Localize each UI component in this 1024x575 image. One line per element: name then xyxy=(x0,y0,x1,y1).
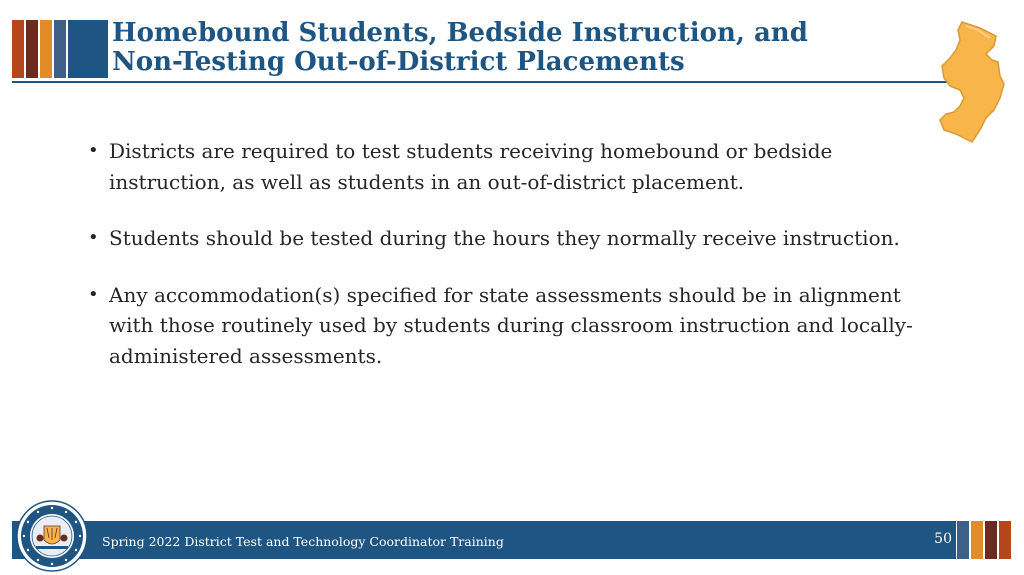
stripe xyxy=(12,20,24,78)
stripe xyxy=(985,521,997,559)
list-item xyxy=(88,223,948,254)
bullet-text: Students should be tested during the hours they normally receive instruction. xyxy=(109,226,900,250)
bullet-glyph: • xyxy=(88,283,99,305)
stripe xyxy=(999,521,1011,559)
bullet-glyph: • xyxy=(88,227,99,248)
list-item xyxy=(88,280,948,372)
stripe xyxy=(971,521,983,559)
new-jersey-map-icon xyxy=(934,18,1012,146)
bullet-text: Any accommodation(s) specified for state assessments should be in alignment with those routinely used by students during classroom instruction and locally-administered assessments. xyxy=(109,282,913,368)
bullet-glyph: • xyxy=(88,140,99,161)
footer-text: Spring 2022 District Test and Technology Coordinator Training xyxy=(102,534,504,549)
page-title xyxy=(112,19,872,77)
nj-department-of-education-seal-icon xyxy=(16,500,88,572)
stripe xyxy=(68,20,108,78)
title-line-2: Non-Testing Out-of-District Placements xyxy=(112,47,685,77)
stripe xyxy=(957,521,969,559)
title-divider xyxy=(12,81,962,83)
footer-stripes xyxy=(957,521,1011,559)
page-number: 50 xyxy=(934,531,952,547)
stripe xyxy=(26,20,38,78)
list-item xyxy=(88,136,948,197)
bullet-text: Districts are required to test students receiving homebound or bedside instruction, as well as students in an out-of-district placement. xyxy=(109,139,833,194)
stripe xyxy=(54,20,66,78)
title-line-1: Homebound Students, Bedside Instruction, and xyxy=(112,18,808,48)
header-stripes xyxy=(12,20,108,78)
stripe xyxy=(40,20,52,78)
bullet-list xyxy=(88,136,948,397)
